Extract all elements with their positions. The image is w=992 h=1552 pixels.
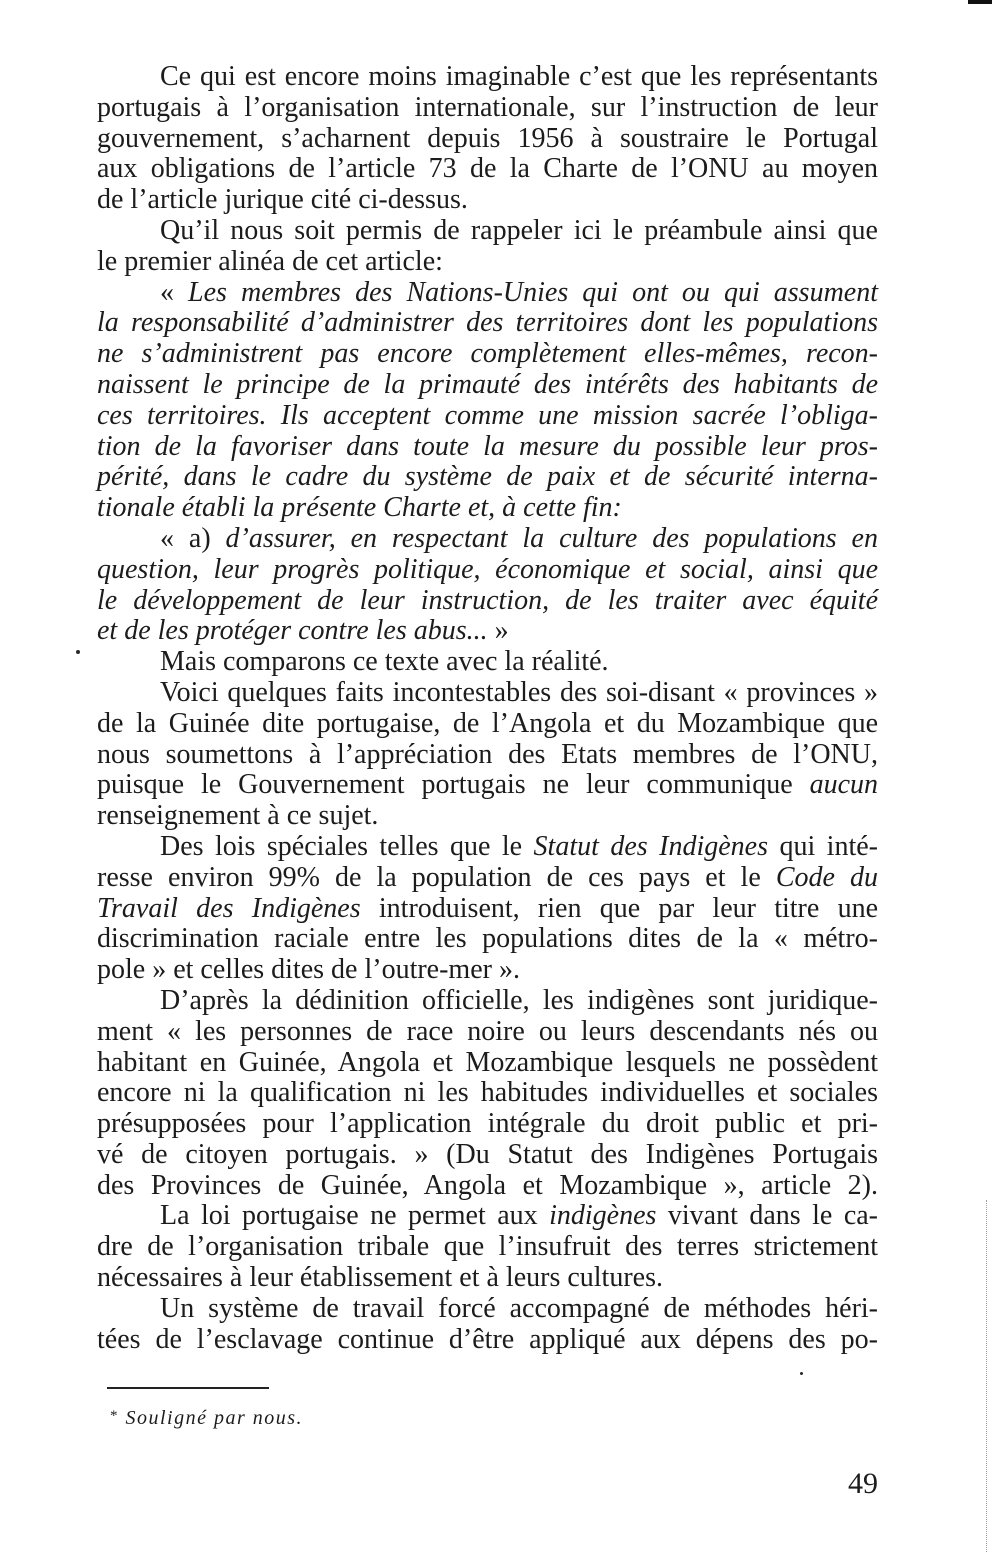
- italic-text: tionale établi la présente Charte et, à cette fin:: [97, 492, 622, 524]
- italic-text: et de les protéger contre les abus...: [97, 615, 488, 647]
- italic-text: question, leur progrès politique, économique et social, ainsi que: [97, 553, 878, 585]
- text-line: [97, 524, 878, 555]
- scan-speck: [76, 650, 80, 654]
- text-line: [97, 401, 878, 432]
- roman-text: portugais à l’organisation internationale, sur l’instruction de leur: [97, 91, 878, 123]
- roman-text: renseignement à ce sujet.: [97, 800, 379, 832]
- italic-text: tion de la favoriser dans toute la mesure du possible leur pros-: [97, 430, 878, 462]
- italic-text: périté, dans le cadre du système de paix et de sécurité interna-: [97, 461, 878, 493]
- paragraph: [97, 1294, 878, 1356]
- text-line: [97, 247, 878, 278]
- roman-text: vivant dans le ca-: [656, 1200, 878, 1232]
- text-line: [97, 432, 878, 463]
- roman-text: Qu’il nous soit permis de rappeler ici le préambule ainsi que: [160, 214, 878, 246]
- footnote-rule: [107, 1387, 269, 1389]
- paragraph: [97, 678, 878, 832]
- roman-text: Des lois spéciales telles que le: [160, 830, 534, 862]
- text-line: [97, 93, 878, 124]
- roman-text: de la Guinée dite portugaise, de l’Angola et du Mozambique que: [97, 707, 878, 739]
- text-line: [97, 185, 878, 216]
- text-line: [97, 770, 878, 801]
- text-line: [97, 1109, 878, 1140]
- text-line: [97, 370, 878, 401]
- italic-text: la responsabilité d’administrer des territoires dont les populations: [97, 307, 878, 339]
- roman-text: qui inté-: [767, 830, 878, 862]
- roman-text: de l’article jurique cité ci-dessus.: [97, 184, 468, 216]
- italic-text: Code du: [775, 861, 878, 893]
- italic-text: Travail des Indigènes: [97, 892, 361, 924]
- text-line: [97, 339, 878, 370]
- roman-text: pole » et celles dites de l’outre-mer ».: [97, 954, 520, 986]
- scan-corner-mark: [968, 0, 992, 4]
- text-line: [97, 154, 878, 185]
- roman-text: La loi portugaise ne permet aux: [160, 1200, 550, 1232]
- italic-text: d’assurer, en respectant la culture des populations en: [225, 522, 878, 554]
- roman-text: puisque le Gouvernement portugais ne leur communique: [97, 769, 810, 801]
- roman-text: «: [160, 276, 189, 308]
- text-line: [97, 586, 878, 617]
- italic-text: le développement de leur instruction, de les traiter avec équité: [97, 584, 878, 616]
- roman-text: introduisent, rien que par leur titre une: [360, 892, 878, 924]
- text-line: [97, 216, 878, 247]
- roman-text: vé de citoyen portugais. » (Du Statut des Indigènes Portugais: [97, 1138, 878, 1170]
- text-line: [97, 1048, 878, 1079]
- italic-text: ne s’administrent pas encore complètement elles-mêmes, recon-: [97, 338, 878, 370]
- paragraph: [97, 278, 878, 524]
- roman-text: des Provinces de Guinée, Angola et Mozambique », article 2).: [97, 1169, 878, 1201]
- roman-text: D’après la dédinition officielle, les indigènes sont juridique-: [160, 984, 878, 1016]
- text-line: [97, 894, 878, 925]
- paragraph: [97, 62, 878, 216]
- roman-text: Ce qui est encore moins imaginable c’est que les représentants: [160, 61, 878, 92]
- text-line: [97, 493, 878, 524]
- text-line: [97, 801, 878, 832]
- roman-text: dre de l’organisation tribale que l’insufruit des terres strictement: [97, 1231, 878, 1263]
- italic-text: Statut des Indigènes: [533, 830, 768, 862]
- italic-text: indigènes: [549, 1200, 657, 1232]
- text-line: [97, 62, 878, 93]
- roman-text: gouvernement, s’acharnent depuis 1956 à soustraire le Portugal: [97, 122, 878, 154]
- roman-text: tées de l’esclavage continue d’être appliqué aux dépens des po-: [97, 1323, 878, 1355]
- text-line: [97, 1171, 878, 1202]
- roman-text: « a): [160, 522, 226, 554]
- text-line: [97, 863, 878, 894]
- roman-text: Un système de travail forcé accompagné de méthodes héri-: [160, 1292, 878, 1324]
- footnote-marker: *: [110, 1408, 118, 1424]
- paragraph: [97, 647, 878, 678]
- roman-text: aux obligations de l’article 73 de la Charte de l’ONU au moyen: [97, 153, 878, 185]
- text-line: [97, 1232, 878, 1263]
- roman-text: le premier alinéa de cet article:: [97, 245, 443, 277]
- text-line: [97, 308, 878, 339]
- roman-text: habitant en Guinée, Angola et Mozambique lesquels ne possèdent: [97, 1046, 878, 1078]
- roman-text: ment « les personnes de race noire ou leurs descendants nés ou: [97, 1015, 878, 1047]
- text-line: [97, 1294, 878, 1325]
- text-line: [97, 278, 878, 309]
- text-line: [97, 1017, 878, 1048]
- paragraph: [97, 524, 878, 647]
- paragraph: [97, 986, 878, 1202]
- paragraph: [97, 832, 878, 986]
- roman-text: présupposées pour l’application intégrale du droit public et pri-: [97, 1108, 878, 1140]
- text-line: [97, 1263, 878, 1294]
- roman-text: nécessaires à leur établissement et à leurs cultures.: [97, 1262, 663, 1294]
- text-line: [97, 1201, 878, 1232]
- roman-text: Mais comparons ce texte avec la réalité.: [160, 646, 609, 678]
- text-line: [97, 924, 878, 955]
- text-line: [97, 709, 878, 740]
- text-line: [97, 1078, 878, 1109]
- roman-text: discrimination raciale entre les populations dites de la « métro-: [97, 923, 878, 955]
- text-line: [97, 616, 878, 647]
- scan-edge-dots: [986, 1200, 987, 1552]
- roman-text: encore ni la qualification ni les habitudes individuelles et sociales: [97, 1077, 878, 1109]
- scan-speck: [800, 1372, 803, 1375]
- text-line: [97, 555, 878, 586]
- text-line: [97, 678, 878, 709]
- footnote-text: Souligné par nous.: [125, 1407, 304, 1429]
- roman-text: »: [487, 615, 509, 647]
- footnote: [110, 1402, 303, 1432]
- text-line: [97, 1140, 878, 1171]
- text-line: [97, 1325, 878, 1356]
- paragraph: [97, 1201, 878, 1293]
- text-line: [97, 955, 878, 986]
- text-line: [97, 832, 878, 863]
- roman-text: Voici quelques faits incontestables des soi-disant « provinces »: [160, 676, 878, 708]
- italic-text: aucun: [809, 769, 878, 801]
- page-number: 49: [848, 1467, 878, 1500]
- text-line: [97, 462, 878, 493]
- text-line: [97, 647, 878, 678]
- roman-text: nous soumettons à l’appréciation des Etats membres de l’ONU,: [97, 738, 878, 770]
- italic-text: naissent le principe de la primauté des intérêts des habitants de: [97, 368, 878, 400]
- roman-text: resse environ 99% de la population de ces pays et le: [97, 861, 776, 893]
- italic-text: ces territoires. Ils acceptent comme une mission sacrée l’obliga-: [97, 399, 878, 431]
- paragraph: [97, 216, 878, 278]
- text-line: [97, 986, 878, 1017]
- text-column: [97, 62, 878, 1355]
- text-line: [97, 124, 878, 155]
- text-line: [97, 740, 878, 771]
- italic-text: Les membres des Nations-Unies qui ont ou qui assument: [188, 276, 879, 308]
